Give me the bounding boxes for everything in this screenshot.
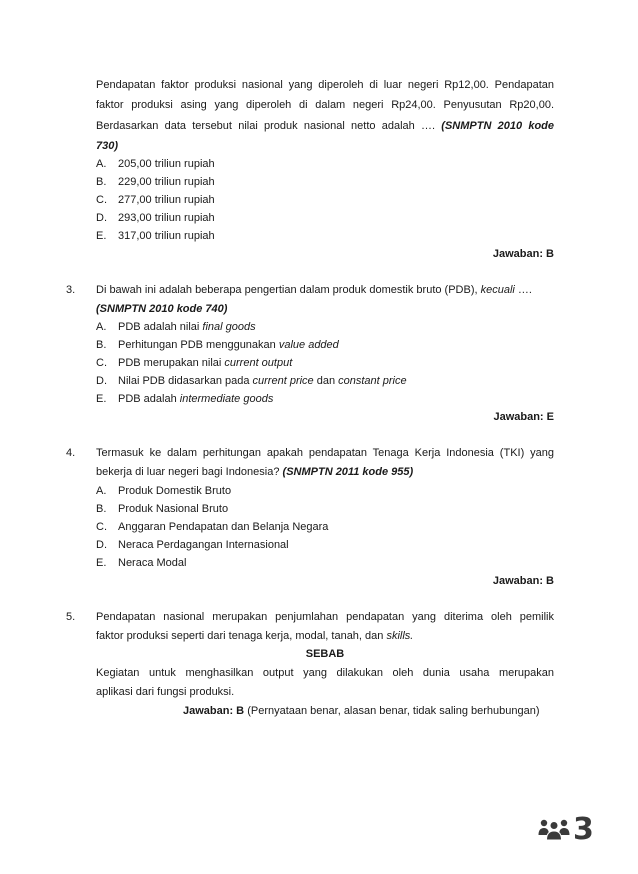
q3-answer: Jawaban: E [493, 411, 554, 423]
q2-option-e-letter: E. [96, 230, 107, 242]
q5-text-line-4: aplikasi dari fungsi produksi. [96, 686, 235, 698]
q2-text-line-2: faktor produksi asing yang diperoleh di dalam negeri Rp24,00. Penyusutan Rp20,00. [96, 99, 554, 111]
q3-option-e-letter: E. [96, 393, 107, 405]
q2-answer: Jawaban: B [492, 248, 554, 260]
q2-option-e: 317,00 triliun rupiah [118, 230, 215, 242]
q4-option-b: Produk Nasional Bruto [118, 503, 229, 515]
q5-answer: Jawaban: B (Pernyataan benar, alasan benar, tidak saling berhubungan) [183, 705, 540, 717]
q3-option-d-letter: D. [96, 375, 107, 387]
q2-source-cont: 730) [96, 140, 119, 152]
q4-answer: Jawaban: B [492, 575, 554, 587]
q3-option-c: PDB merupakan nilai current output [118, 357, 293, 369]
q4-option-d-letter: D. [96, 539, 107, 551]
q2-source: (SNMPTN 2010 kode [441, 120, 554, 132]
q3-number: 3. [66, 284, 76, 296]
q4-option-c: Anggaran Pendapatan dan Belanja Negara [118, 521, 329, 533]
q2-option-c: 277,00 triliun rupiah [118, 194, 215, 206]
q4-number: 4. [66, 447, 76, 459]
q2-option-a-letter: A. [96, 158, 107, 170]
page-number: 3 [573, 812, 594, 847]
q2-option-b: 229,00 triliun rupiah [118, 176, 215, 188]
q4-option-e-letter: E. [96, 557, 107, 569]
q3-option-d: Nilai PDB didasarkan pada current price dan constant price [118, 375, 407, 387]
q2-text-line-1: Pendapatan faktor produksi nasional yang diperoleh di luar negeri Rp12,00. Pendapatan [96, 79, 554, 91]
q2-option-d: 293,00 triliun rupiah [118, 212, 215, 224]
q4-option-c-letter: C. [96, 521, 107, 533]
q5-text-line-3: Kegiatan untuk menghasilkan output yang dilakukan oleh dunia usaha merupakan [96, 667, 554, 679]
people-group-icon [538, 817, 570, 841]
q3-option-b-letter: B. [96, 339, 107, 351]
q2-option-c-letter: C. [96, 194, 107, 206]
q4-text-line-1: Termasuk ke dalam perhitungan apakah pendapatan Tenaga Kerja Indonesia (TKI) yang [96, 447, 554, 459]
q4-option-e: Neraca Modal [118, 557, 187, 569]
q3-option-a-letter: A. [96, 321, 107, 333]
q5-number: 5. [66, 611, 76, 623]
q3-option-a: PDB adalah nilai final goods [118, 321, 256, 333]
q2-option-d-letter: D. [96, 212, 107, 224]
q3-source: (SNMPTN 2010 kode 740) [96, 303, 228, 315]
q3-option-e: PDB adalah intermediate goods [118, 393, 274, 405]
q4-option-b-letter: B. [96, 503, 107, 515]
q3-option-b: Perhitungan PDB menggunakan value added [118, 339, 339, 351]
q5-answer-note: (Pernyataan benar, alasan benar, tidak saling berhubungan) [244, 705, 540, 717]
q2-option-b-letter: B. [96, 176, 107, 188]
q4-option-d: Neraca Perdagangan Internasional [118, 539, 289, 551]
q4-option-a: Produk Domestik Bruto [118, 485, 232, 497]
q4-source: (SNMPTN 2011 kode 955) [282, 466, 414, 478]
q3-option-c-letter: C. [96, 357, 107, 369]
q5-text-line-2: faktor produksi seperti dari tenaga kerja, modal, tanah, dan skills. [96, 630, 414, 642]
q4-option-a-letter: A. [96, 485, 107, 497]
q4-text-line-2: bekerja di luar negeri bagi Indonesia? (SNMPTN 2011 kode 955) [96, 466, 414, 478]
q2-text-line-3: Berdasarkan data tersebut nilai produk nasional netto adalah …. (SNMPTN 2010 kode [96, 120, 554, 132]
q5-sebab: SEBAB [305, 648, 345, 660]
q3-text-line-1: Di bawah ini adalah beberapa pengertian dalam produk domestik bruto (PDB), kecuali …. [96, 284, 532, 296]
q2-option-a: 205,00 triliun rupiah [118, 158, 215, 170]
q5-text-line-1: Pendapatan nasional merupakan penjumlahan pendapatan yang diterima oleh pemilik [96, 611, 554, 623]
